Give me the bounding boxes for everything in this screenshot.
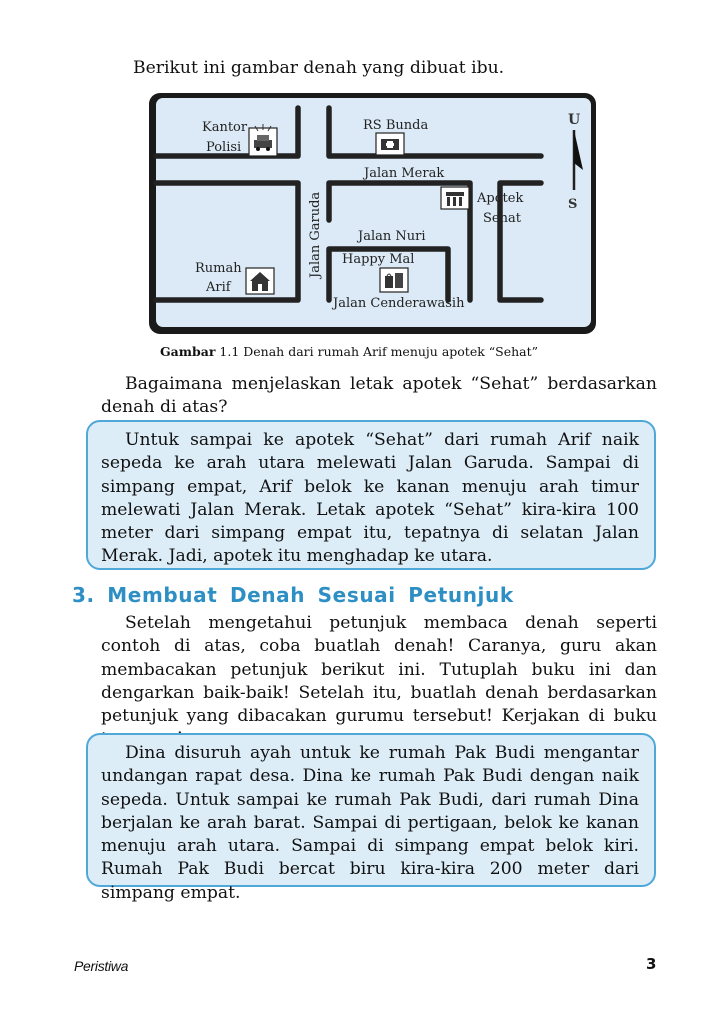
section-paragraph: Setelah mengetahui petunjuk membaca denah seperti contoh di atas, coba buatlah denah! Caranya, guru akan membacakan petunjuk berikut ini. Tutuplah buku ini dan dengarkan baik-baik! Setelah itu, buatlah denah berdasarkan petunjuk yang dibacakan gurumu tersebut! Kerjakan di buku (101, 613, 657, 727)
label-rumah: Rumah (195, 261, 242, 276)
label-apotek: Apotek (477, 191, 524, 206)
story-box (86, 733, 656, 903)
label-polisi: Polisi (206, 140, 242, 155)
label-jalan-nuri: Jalan Nuri (358, 229, 426, 244)
label-happy-mal: Happy Mal (342, 252, 415, 267)
figure-caption (160, 344, 538, 359)
police-car-icon (249, 124, 277, 156)
answer-box (86, 420, 656, 570)
caption-text: 1.1 Denah dari rumah Arif menuju apotek “Sehat” (215, 344, 539, 359)
label-kantor: Kantor (202, 120, 248, 135)
label-rs-bunda: RS Bunda (363, 118, 429, 133)
label-arif: Arif (206, 280, 231, 295)
pharmacy-icon (441, 187, 469, 209)
label-jalan-garuda: Jalan Garuda (308, 191, 323, 278)
label-jalan-cenderawasih: Jalan Cenderawasih (333, 296, 465, 311)
question-text: Bagaimana menjelaskan letak apotek “Sehat” berdasarkan denah di atas? (101, 374, 657, 418)
caption-label: Gambar (160, 344, 216, 359)
compass-north: U (568, 112, 581, 128)
section-heading: 3. Membuat Denah Sesuai Petunjuk (72, 583, 514, 607)
hospital-icon (376, 133, 404, 155)
answer-text: Untuk sampai ke apotek “Sehat” dari rumah Arif naik sepeda ke arah utara melewati Jalan Garuda. Sampai di simpang empat, Arif belok ke kanan menuju arah timur melewati Jalan Merak. Letak apotek “Sehat” kira-kira 100 meter dari simpang empat itu, tepatnya di selatan Jalan Merak. Jadi, apotek itu menghadap ke utara. (101, 430, 639, 567)
intro-text: Berikut ini gambar denah yang dibuat ibu. (133, 58, 505, 78)
footer-book-title: Peristiwa (74, 958, 129, 974)
compass-south: S (568, 197, 578, 212)
shopping-icon (380, 268, 408, 292)
label-jalan-merak: Jalan Merak (364, 166, 445, 181)
map-figure (0, 0, 728, 340)
label-sehat: Sehat (483, 211, 521, 226)
house-icon (246, 268, 274, 294)
page-number: 3 (646, 955, 657, 973)
story-text: Dina disuruh ayah untuk ke rumah Pak Budi mengantar undangan rapat desa. Dina ke rumah Pak Budi dengan naik sepeda. Untuk sampai ke rumah Pak Budi, dari rumah Dina berjalan ke arah barat. Sampai di pertigaan, belok ke kanan menuju arah utara. Sampai di simpang empat belok kiri. Rumah Pak Budi bercat biru kira-kira 200 meter dari simpang empat. (101, 743, 639, 903)
